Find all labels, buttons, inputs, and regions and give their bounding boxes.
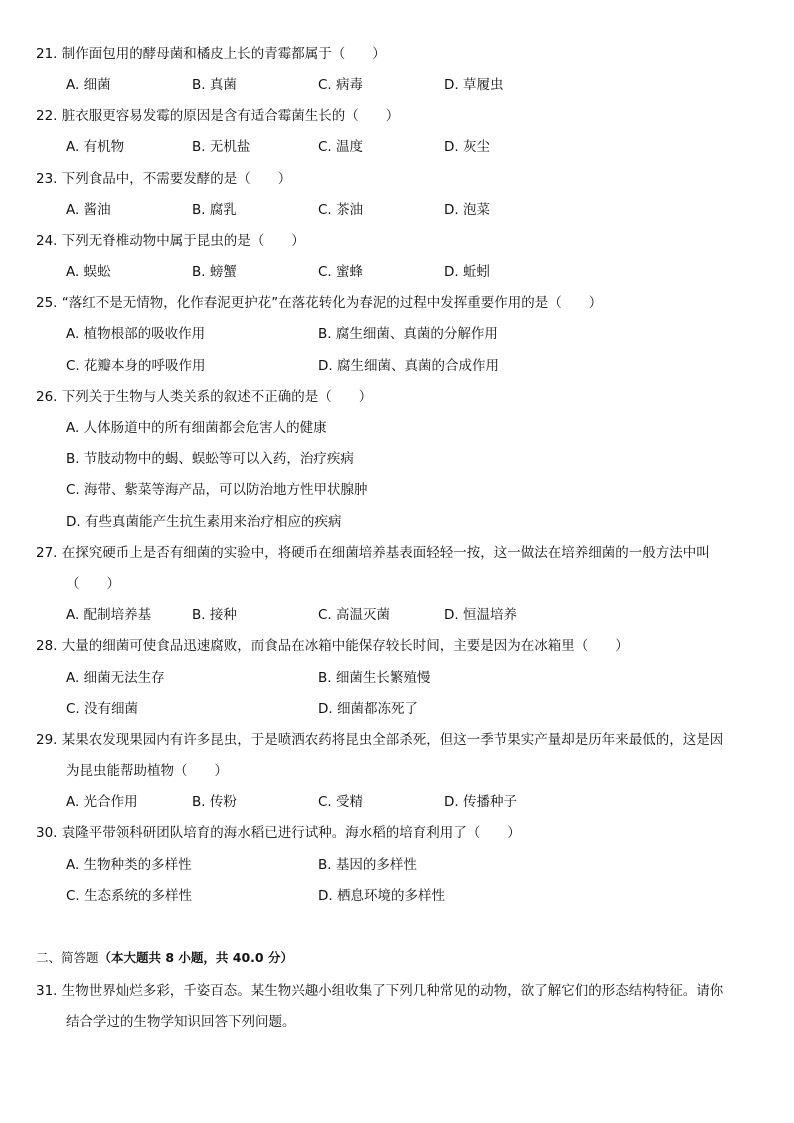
option-c: C. 海带、紫菜等海产品，可以防治地方性甲状腺肿: [66, 482, 368, 498]
question-number: 24.: [36, 233, 58, 249]
option-a: A. 有机物: [66, 139, 125, 155]
question-stem-continued: 结合学过的生物学知识回答下列问题。: [66, 1014, 296, 1030]
question-stem: 大量的细菌可使食品迅速腐败，而食品在冰箱中能保存较长时间，主要是因为在冰箱里（ ）: [61, 638, 629, 654]
question-number: 29.: [36, 732, 58, 748]
option-d: D. 栖息环境的多样性: [318, 888, 445, 904]
question-number: 26.: [36, 389, 58, 405]
question-number: 21.: [36, 46, 58, 62]
option-b: B. 细菌生长繁殖慢: [318, 670, 431, 686]
question-30: [36, 823, 521, 843]
question-24: [36, 231, 305, 251]
option-a: A. 细菌: [66, 77, 111, 93]
question-25: [36, 293, 602, 313]
option-a: A. 配制培养基: [66, 607, 152, 623]
option-a: A. 细菌无法生存: [66, 670, 165, 686]
question-23: [36, 169, 291, 189]
question-31: [36, 981, 723, 1001]
question-number: 25.: [36, 295, 58, 311]
question-28: [36, 636, 629, 656]
question-26: [36, 387, 372, 407]
question-number: 23.: [36, 171, 58, 187]
section-prefix: 二、简答题: [36, 950, 99, 965]
question-number: 28.: [36, 638, 58, 654]
option-d: D. 草履虫: [444, 77, 504, 93]
question-21: [36, 44, 386, 64]
option-c: C. 温度: [318, 139, 364, 155]
option-a: A. 人体肠道中的所有细菌都会危害人的健康: [66, 420, 327, 436]
option-c: C. 高温灭菌: [318, 607, 391, 623]
option-a: A. 植物根部的吸收作用: [66, 326, 206, 342]
option-d: D. 传播种子: [444, 794, 517, 810]
option-c: C. 蜜蜂: [318, 264, 364, 280]
question-29: [36, 730, 723, 750]
question-27: [36, 543, 710, 563]
option-c: C. 花瓣本身的呼吸作用: [66, 358, 206, 374]
option-d: D. 蚯蚓: [444, 264, 490, 280]
option-d: D. 灰尘: [444, 139, 490, 155]
question-stem: 脏衣服更容易发霉的原因是含有适合霉菌生长的（ ）: [61, 108, 400, 124]
question-stem: 下列无脊椎动物中属于昆虫的是（ ）: [61, 233, 305, 249]
option-c: C. 没有细菌: [66, 701, 139, 717]
option-b: B. 基因的多样性: [318, 857, 417, 873]
question-number: 22.: [36, 108, 58, 124]
option-c: C. 生态系统的多样性: [66, 888, 193, 904]
option-b: B. 接种: [192, 607, 237, 623]
question-stem: 制作面包用的酵母菌和橘皮上长的青霉都属于（ ）: [61, 46, 386, 62]
question-stem: 生物世界灿烂多彩，千姿百态。某生物兴趣小组收集了下列几种常见的动物，欲了解它们的形态结构特征。请你: [61, 983, 724, 999]
option-b: B. 无机盐: [192, 139, 251, 155]
option-d: D. 泡菜: [444, 202, 490, 218]
question-stem-continued: （ ）: [66, 576, 120, 592]
option-c: C. 受精: [318, 794, 364, 810]
option-d: D. 恒温培养: [444, 607, 517, 623]
option-c: C. 茶油: [318, 202, 364, 218]
question-stem: 下列食品中，不需要发酵的是（ ）: [61, 171, 292, 187]
question-stem-continued: 为昆虫能帮助植物（ ）: [66, 763, 228, 779]
section-heading: [36, 948, 293, 968]
option-b: B. 真菌: [192, 77, 237, 93]
question-number: 30.: [36, 825, 58, 841]
option-b: B. 腐生细菌、真菌的分解作用: [318, 326, 498, 342]
option-a: A. 光合作用: [66, 794, 138, 810]
option-b: B. 螃蟹: [192, 264, 237, 280]
question-stem: 袁隆平带领科研团队培育的海水稻已进行试种。海水稻的培育利用了（ ）: [61, 825, 521, 841]
option-d: D. 腐生细菌、真菌的合成作用: [318, 358, 499, 374]
section-detail: （本大题共 8 小题，共 40.0 分）: [98, 950, 293, 965]
question-number: 31.: [36, 983, 58, 999]
option-c: C. 病毒: [318, 77, 364, 93]
option-b: B. 传粉: [192, 794, 237, 810]
option-b: B. 腐乳: [192, 202, 237, 218]
question-stem: 在探究硬币上是否有细菌的实验中，将硬币在细菌培养基表面轻轻一按，这一做法在培养细菌的一般方法中叫: [61, 545, 710, 561]
question-number: 27.: [36, 545, 58, 561]
option-b: B. 节肢动物中的蝎、蜈蚣等可以入药，治疗疾病: [66, 451, 354, 467]
option-a: A. 酱油: [66, 202, 111, 218]
question-stem: “落红不是无情物，化作春泥更护花”在落花转化为春泥的过程中发挥重要作用的是（ ）: [61, 295, 603, 311]
option-a: A. 生物种类的多样性: [66, 857, 192, 873]
option-d: D. 细菌都冻死了: [318, 701, 418, 717]
question-stem: 某果农发现果园内有许多昆虫，于是喷洒农药将昆虫全部杀死，但这一季节果实产量却是历年来最低的，这是因: [61, 732, 724, 748]
question-22: [36, 106, 399, 126]
question-stem: 下列关于生物与人类关系的叙述不正确的是（ ）: [61, 389, 373, 405]
option-a: A. 蜈蚣: [66, 264, 111, 280]
option-d: D. 有些真菌能产生抗生素用来治疗相应的疾病: [66, 514, 342, 530]
